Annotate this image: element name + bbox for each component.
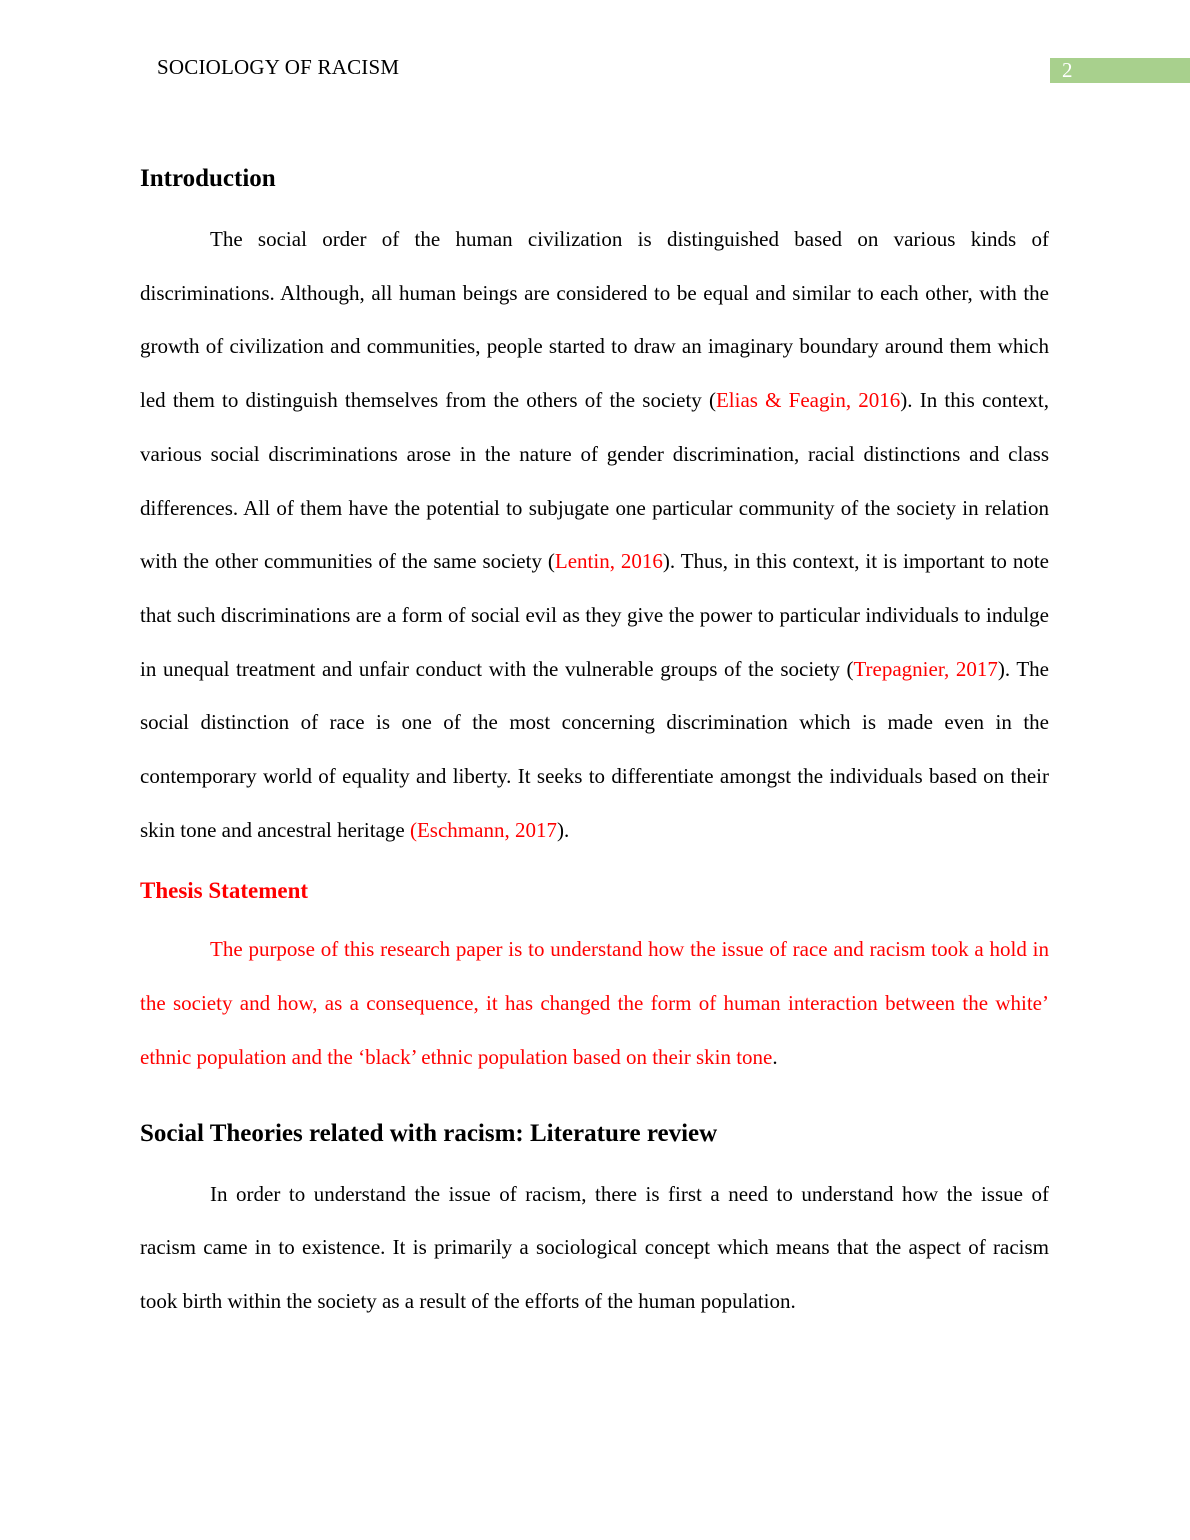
running-head: SOCIOLOGY OF RACISM	[157, 55, 400, 79]
thesis-text: The purpose of this research paper is to understand how the issue of race and racism took a hold in the society and how, as a consequence, it has changed the form of human interaction between the white’ ethnic population and the ‘black’ ethnic population based on their skin tone	[140, 937, 1049, 1069]
thesis-paragraph	[140, 923, 1049, 1084]
citation-elias-feagin: Elias & Feagin, 2016	[715, 388, 901, 413]
document-body	[140, 160, 1049, 1329]
thesis-end: .	[772, 1044, 778, 1069]
citation-lentin: Lentin, 2016	[554, 549, 663, 574]
introduction-paragraph	[140, 213, 1049, 857]
intro-text-c: ). Thus, in this context, it is important to note that such discriminations are a form of social evil as they give the power to particular individuals to indulge in unequal treatment and unfair conduct with the vulnerable groups of the society (	[140, 549, 1049, 681]
literature-paragraph: In order to understand the issue of racism, there is first a need to understand how the issue of racism came in to existence. It is primarily a sociological concept which means that the aspect of racism took birth within the society as a result of the efforts of the human population.	[140, 1181, 1049, 1313]
literature-review-heading: Social Theories related with racism: Literature review	[140, 1119, 718, 1147]
intro-text-a: The social order of the human civilization is distinguished based on various kinds of discriminations. Although, all human beings are considered to be equal and similar to each other, with the growth of civilization and communities, people started to draw an imaginary boundary around them which led them to distinguish themselves from the others of the society (	[140, 227, 1049, 413]
citation-eschmann: (Eschmann, 2017	[409, 817, 557, 842]
citation-trepagnier: Trepagnier, 2017	[853, 656, 998, 681]
intro-text-b: ). In this context, various social discriminations arose in the nature of gender discrimination, racial distinctions and class differences. All of them have the potential to subjugate one particular community of the society in relation with the other communities of the same society (	[140, 388, 1050, 574]
intro-text-d: ). The social distinction of race is one of the most concerning discrimination which is made even in the contemporary world of equality and liberty. It seeks to differentiate amongst the individuals based on their skin tone and ancestral heritage	[140, 656, 1049, 842]
page-number-bar	[1050, 58, 1190, 83]
page-number: 2	[1062, 58, 1073, 82]
introduction-heading: Introduction	[140, 165, 276, 192]
intro-text-e: ).	[556, 817, 570, 842]
thesis-heading: Thesis Statement	[140, 878, 309, 904]
